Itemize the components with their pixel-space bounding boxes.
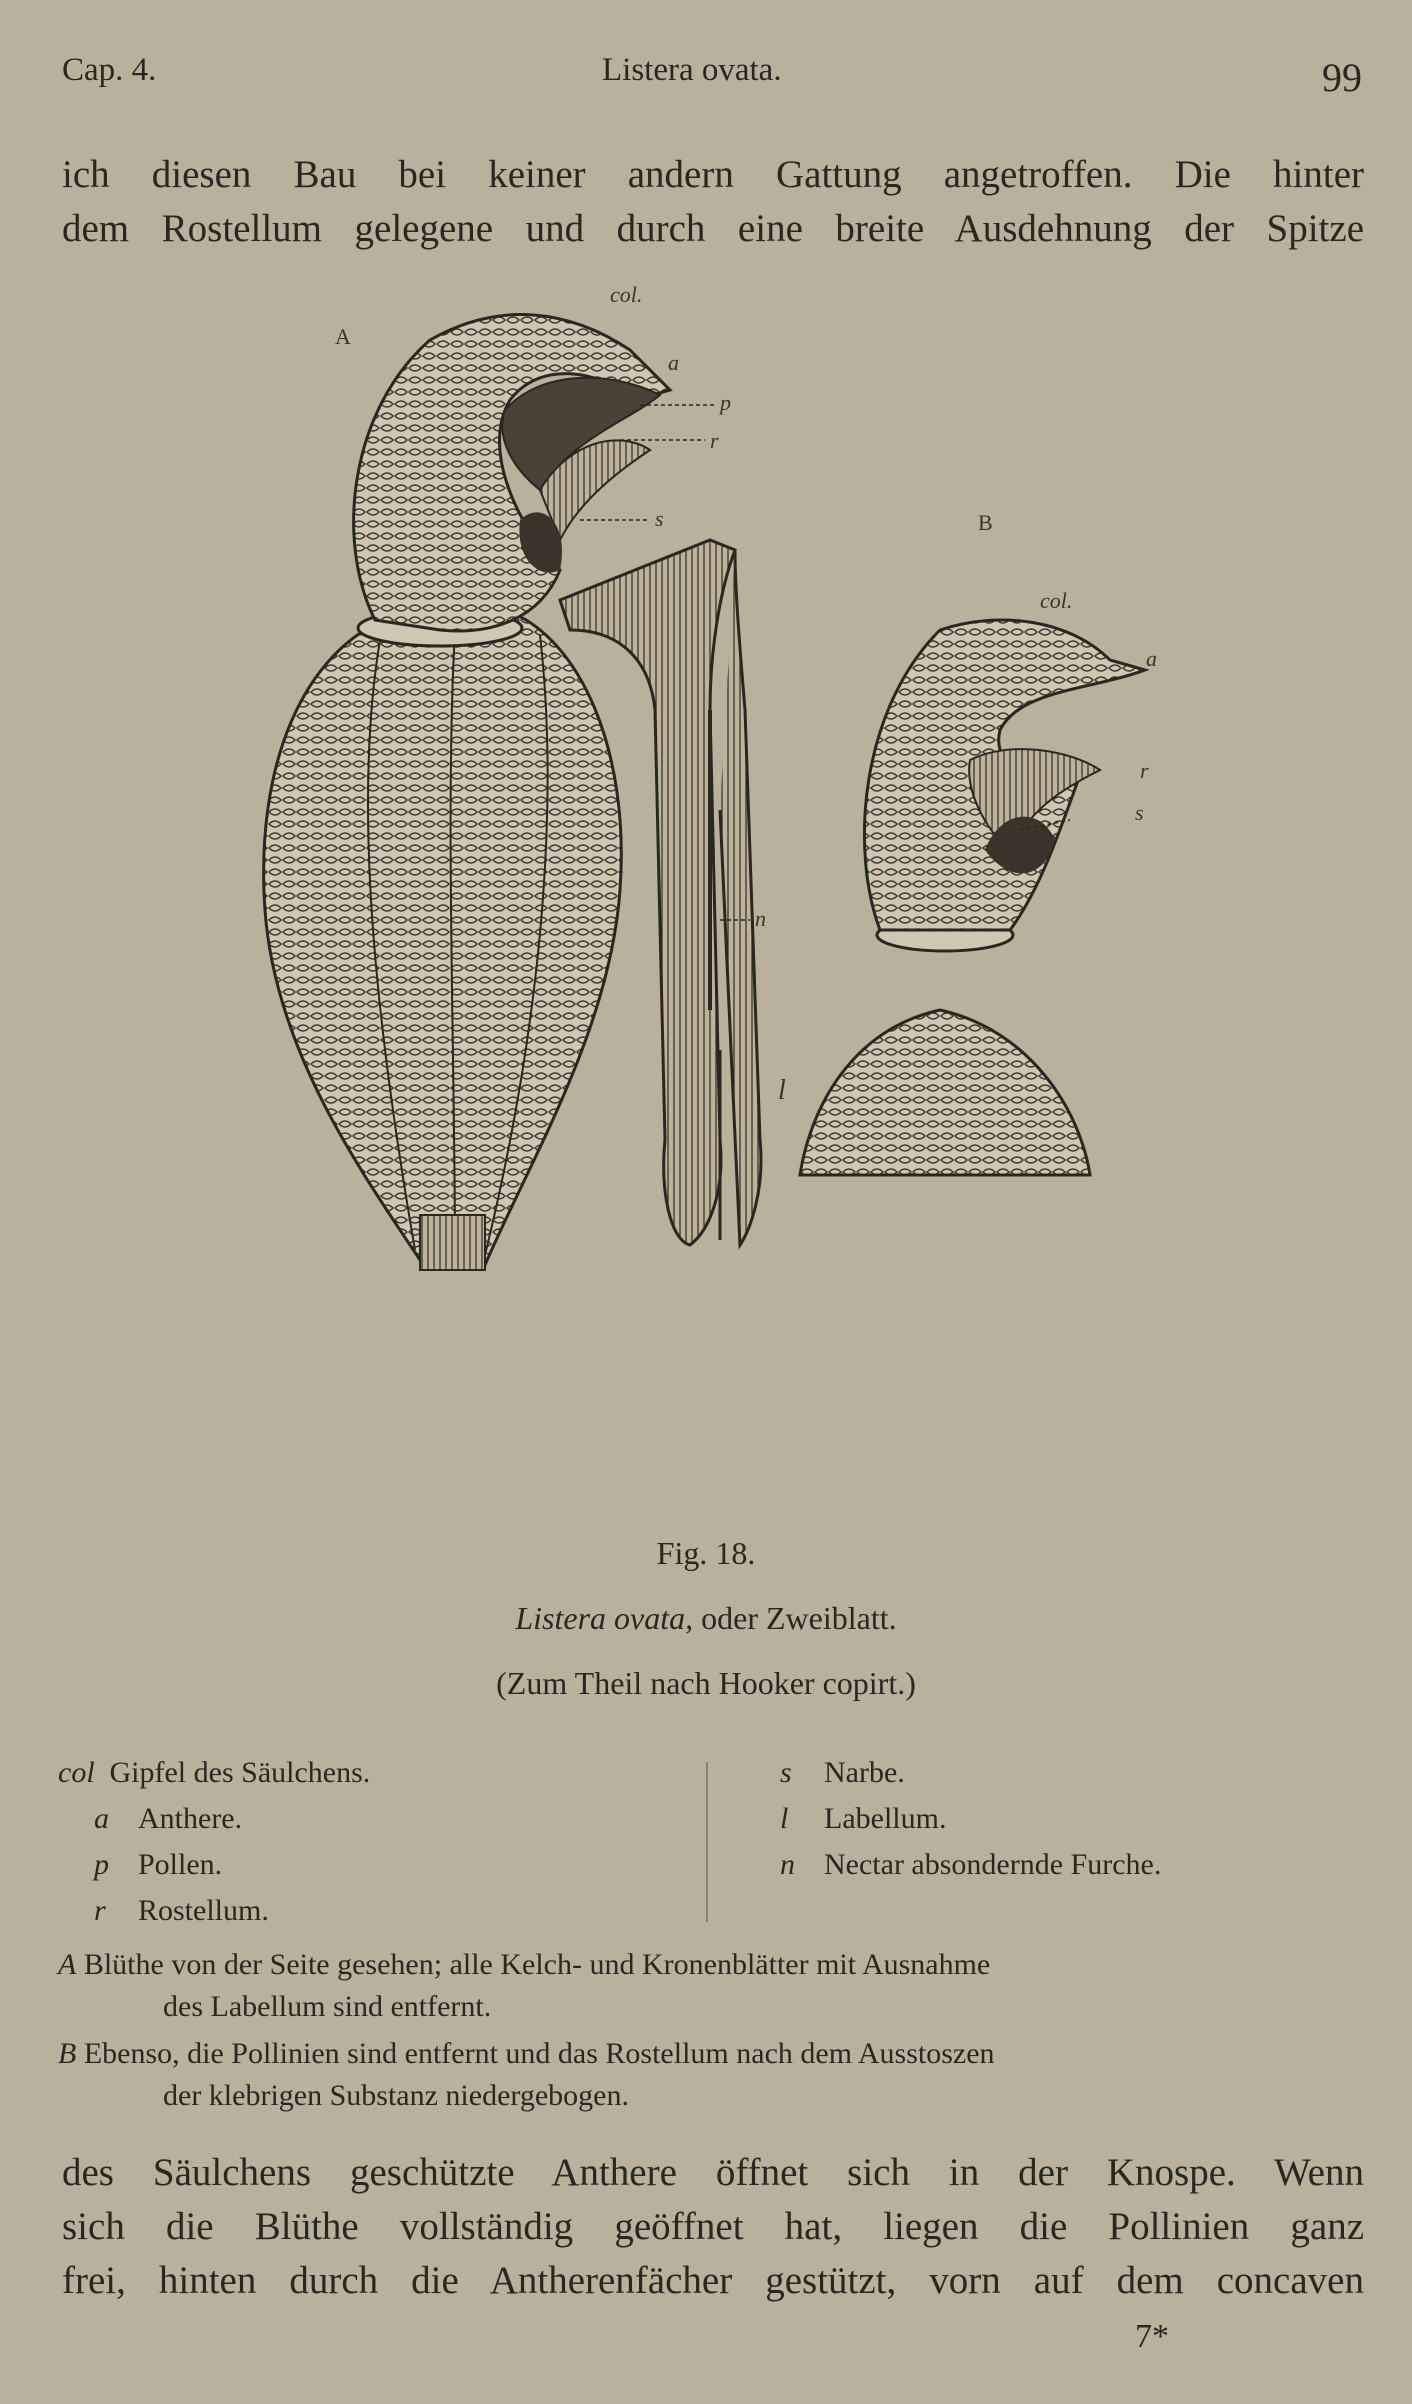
note-text: der klebrigen Substanz niedergebogen. [163, 2079, 629, 2112]
label-n-a: n [755, 906, 766, 931]
legend-row [58, 1796, 370, 1842]
text-line: frei, hinten durch die Antherenfächer gestützt, vorn auf dem concaven [62, 2259, 1364, 2302]
panel-b-drawing [800, 620, 1145, 1175]
legend-key: s [780, 1756, 792, 1789]
legend-text: Anthere. [138, 1802, 243, 1835]
species-name: Listera ovata, [515, 1600, 694, 1636]
text-line: dem Rostellum gelegene und durch eine breite Ausdehnung der Spitze [62, 207, 1364, 250]
label-l-a: l [778, 1075, 786, 1106]
common-name: oder Zweiblatt. [693, 1600, 897, 1636]
paragraph-bottom [62, 2146, 1364, 2308]
label-s-a: s [655, 506, 664, 531]
legend-text: Gipfel des Säulchens. [102, 1756, 371, 1789]
legend-text: Narbe. [824, 1756, 905, 1789]
page-number: 99 [1322, 55, 1362, 100]
legend-row [58, 1750, 370, 1796]
label-a-a: a [668, 350, 679, 375]
legend-key: p [94, 1848, 109, 1881]
legend-key: r [94, 1894, 106, 1927]
orchid-engraving [240, 290, 1200, 1520]
legend-text: Labellum. [824, 1802, 947, 1835]
label-r-a: r [710, 428, 719, 453]
text-line: ich diesen Bau bei keiner andern Gattung angetroffen. Die hinter [62, 153, 1364, 196]
legend-left [58, 1750, 370, 1934]
running-title: Listera ovata. [602, 52, 782, 88]
legend-right [780, 1750, 1161, 1888]
legend-text: Rostellum. [138, 1894, 269, 1927]
label-col-b: col. [1040, 588, 1073, 613]
text-line: sich die Blüthe vollständig geöffnet hat, liegen die Pollinien ganz [62, 2205, 1364, 2248]
legend-key: l [780, 1802, 789, 1835]
label-a-b: a [1146, 646, 1157, 671]
legend-row [780, 1750, 1161, 1796]
legend-row [58, 1842, 370, 1888]
running-header [62, 52, 1362, 102]
note-b [58, 2033, 1358, 2117]
note-text: des Labellum sind entfernt. [163, 1990, 492, 2023]
note-text: Blüthe von der Seite gesehen; alle Kelch- und Kronenblätter mit Ausnahme [83, 1948, 991, 1981]
label-s-b: s [1135, 800, 1144, 825]
legend-row [58, 1888, 370, 1934]
paragraph-top [62, 148, 1364, 256]
figure-number: Fig. 18. [656, 1535, 756, 1571]
legend-row [780, 1796, 1161, 1842]
label-col-a: col. [610, 282, 643, 307]
text-line: des Säulchens geschützte Anthere öffnet sich in der Knospe. Wenn [62, 2151, 1364, 2194]
legend-divider [706, 1762, 708, 1922]
label-p-a: p [720, 390, 731, 415]
note-text: Ebenso, die Pollinien sind entfernt und das Rostellum nach dem Ausstoszen [83, 2037, 995, 2070]
legend-key: a [94, 1802, 109, 1835]
panel-a-label: A [335, 324, 351, 349]
label-r-b: r [1140, 758, 1149, 783]
legend-row [780, 1842, 1161, 1888]
note-key: B [58, 2037, 77, 2070]
legend-key: col [58, 1756, 95, 1789]
figure-title [0, 1600, 1412, 1637]
figure-18-illustration [240, 282, 1200, 1520]
note-key: A [58, 1948, 77, 1981]
legend-text: Nectar absondernde Furche. [824, 1848, 1162, 1881]
panel-b-label: B [978, 510, 993, 535]
chapter-label: Cap. 4. [62, 52, 157, 88]
figure-source: (Zum Theil nach Hooker copirt.) [496, 1665, 916, 1701]
note-a [58, 1944, 1358, 2028]
legend-key: n [780, 1848, 795, 1881]
signature-mark: 7* [1135, 2318, 1169, 2355]
legend-text: Pollen. [138, 1848, 223, 1881]
ovary-shape [264, 612, 622, 1270]
